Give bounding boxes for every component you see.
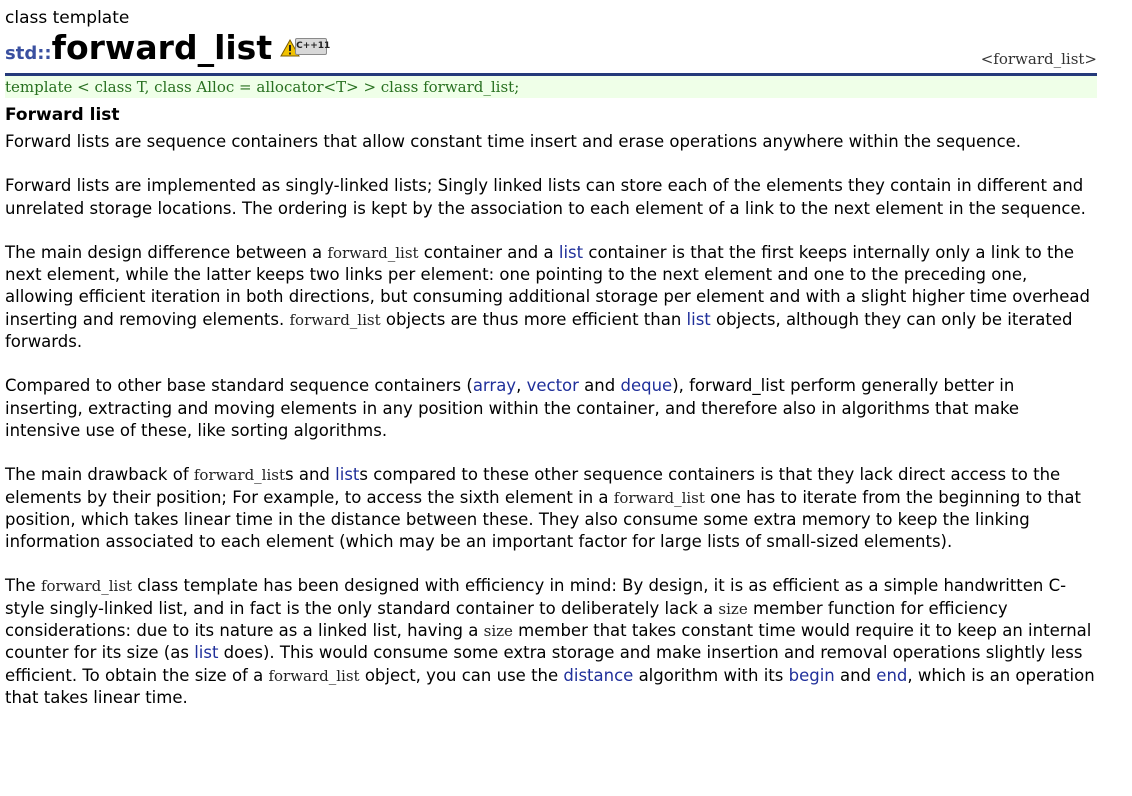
- paragraph-text: algorithm with its: [633, 665, 789, 685]
- code-forward-list: forward_list: [327, 243, 419, 262]
- link-array[interactable]: array: [472, 376, 517, 396]
- link-end[interactable]: end: [876, 665, 908, 685]
- link-vector[interactable]: vector: [526, 376, 579, 396]
- paragraph-text: The: [5, 576, 41, 596]
- paragraph-2: [5, 175, 1097, 220]
- paragraph-text: does). This would consume some extra storage and make insertion and removal operations slightly less efficient. To obtain the size of a: [5, 643, 1083, 685]
- entity-kind: class template: [5, 8, 130, 28]
- paragraph-text: s and: [285, 465, 336, 485]
- code-forward-list: forward_list: [40, 577, 133, 596]
- code-size: size: [718, 599, 748, 618]
- namespace-prefix: std::: [5, 43, 52, 64]
- link-list[interactable]: list: [558, 242, 584, 262]
- paragraph-text: ), forward_list perform generally better in inserting, extracting and moving elements in any position within the container, and therefore also in algorithms that make intensive use of these, like sorting algorithms.: [5, 376, 1020, 440]
- paragraph-5: [5, 464, 1097, 553]
- paragraph-text: member that takes constant time would require it to keep an internal counter for its size (as: [5, 621, 1092, 663]
- section-title: Forward list: [5, 105, 120, 125]
- paragraph-text: Compared to other base standard sequence containers (: [5, 376, 473, 396]
- paragraph-text: objects, although they can only be iterated forwards.: [5, 309, 1073, 352]
- code-forward-list: forward_list: [268, 666, 360, 685]
- header-link[interactable]: <forward_list>: [980, 50, 1097, 68]
- paragraph-text: ,: [516, 376, 527, 396]
- paragraph-3: [5, 242, 1097, 353]
- link-list[interactable]: list: [194, 643, 219, 663]
- class-declaration: template < class T, class Alloc = allocator<T> > class forward_list;: [5, 76, 1097, 98]
- page-title: forward_list: [51, 28, 273, 67]
- paragraph-text: The main drawback of: [5, 465, 194, 485]
- paragraph-text: member function for efficiency considerations: due to its nature as a linked list, having a: [5, 598, 1008, 641]
- paragraph-6: [5, 575, 1097, 709]
- paragraph-text: class template has been designed with efficiency in mind: By design, it is as efficient as a simple handwritten C-style singly-linked list, and in fact is the only standard container to deliberately lack a: [5, 576, 1067, 618]
- code-forward-list: forward_list: [289, 310, 381, 329]
- cpp11-badge: [280, 37, 331, 59]
- reference-page: [5, 8, 1097, 731]
- link-distance[interactable]: distance: [563, 665, 634, 685]
- code-forward-list: forward_list: [613, 488, 705, 507]
- paragraph-1: [5, 131, 1097, 153]
- paragraph-text: one has to iterate from the beginning to that position, which takes linear time in the distance between these. They also consume some extra memory to keep the linking information associated to each element (which may be an important factor for large lists of small-sized elements).: [5, 487, 1081, 552]
- paragraph-text: The main design difference between a: [5, 242, 328, 262]
- paragraph-text: Forward lists are sequence containers that allow constant time insert and erase operations anywhere within the sequence.: [5, 132, 1022, 151]
- paragraph-text: and: [578, 376, 621, 396]
- paragraph-text: container is that the first keeps internally only a link to the next element, while the latter keeps two links per element: one pointing to the next element and one to the preceding one, allowing efficient iteration in both directions, but consuming additional storage per element and with a slight higher time overhead inserting and removing elements.: [5, 242, 1090, 329]
- code-size: size: [483, 622, 513, 641]
- link-list[interactable]: list: [335, 465, 360, 485]
- link-begin[interactable]: begin: [788, 665, 835, 685]
- paragraph-text: and: [834, 665, 877, 685]
- link-list[interactable]: list: [686, 309, 711, 329]
- code-forward-list: forward_list: [193, 466, 286, 485]
- paragraph-text: s compared to these other sequence containers is that they lack direct access to the elements by their position; For example, to access the sixth element in a: [5, 465, 1061, 507]
- paragraph-text: Forward lists are implemented as singly-linked lists; Singly linked lists can store each of the elements they contain in different and unrelated storage locations. The ordering is kept by the association to each element of a link to the next element in the sequence.: [5, 176, 1086, 218]
- paragraph-4: [5, 375, 1097, 442]
- paragraph-text: , which is an operation that takes linear time.: [5, 665, 1095, 707]
- link-deque[interactable]: deque: [620, 376, 673, 396]
- paragraph-text: object, you can use the: [359, 665, 564, 685]
- title-row: [5, 28, 1097, 68]
- paragraph-text: container and a: [418, 242, 559, 262]
- paragraph-text: objects are thus more efficient than: [380, 309, 687, 329]
- cpp11-badge-label: C++11: [295, 38, 327, 55]
